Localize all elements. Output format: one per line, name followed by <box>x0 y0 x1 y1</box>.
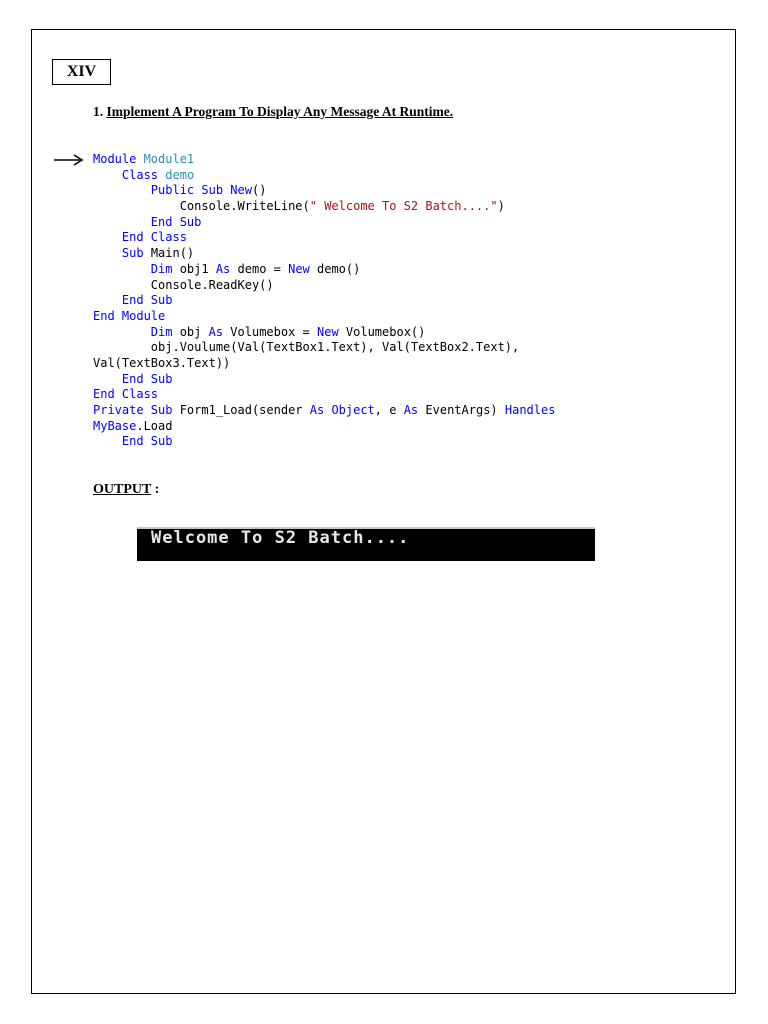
heading-title: Implement A Program To Display Any Message At Runtime. <box>106 104 454 119</box>
code-token: End Sub <box>121 434 173 449</box>
code-line <box>93 278 555 294</box>
code-token: Handles <box>504 403 556 417</box>
code-token: As <box>403 403 426 417</box>
code-token: Sub <box>150 403 180 417</box>
code-token: End Sub <box>121 371 173 386</box>
code-token: Dim <box>150 324 180 339</box>
code-token: Console.ReadKey() <box>93 277 274 292</box>
code-token: As <box>309 403 332 417</box>
code-line <box>93 246 555 262</box>
arrow-right-icon <box>53 153 85 167</box>
code-token: () <box>251 183 267 198</box>
code-token: demo = <box>237 261 289 276</box>
code-token: Private <box>93 403 151 417</box>
output-label <box>93 482 159 498</box>
code-token: As <box>208 324 231 339</box>
code-token: New <box>317 324 346 339</box>
chapter-badge: XIV <box>52 59 111 85</box>
code-line <box>93 403 555 419</box>
code-line <box>93 419 555 435</box>
code-token: Dim <box>150 261 180 276</box>
code-token: ) <box>497 199 505 214</box>
code-line <box>93 262 555 278</box>
code-token: New <box>288 261 317 276</box>
code-line <box>93 183 555 199</box>
code-token <box>93 215 151 229</box>
code-line <box>93 199 555 215</box>
code-token: Val(TextBox3.Text)) <box>93 355 231 370</box>
code-token: End Sub <box>150 214 202 229</box>
code-token: obj1 <box>179 261 216 276</box>
code-token: Object <box>331 403 375 417</box>
code-line <box>93 340 555 356</box>
code-token: .Load <box>136 418 173 433</box>
code-token: End Class <box>93 387 159 402</box>
code-token <box>93 434 122 448</box>
code-token <box>93 325 151 339</box>
program-heading <box>93 104 453 120</box>
code-token <box>93 293 122 307</box>
code-token: End Sub <box>121 293 173 308</box>
code-token: Module1 <box>143 152 195 166</box>
code-line <box>93 152 555 168</box>
code-token: , e <box>374 403 404 417</box>
code-token: Sub <box>201 183 231 198</box>
code-token: obj <box>179 324 209 339</box>
code-token: End Class <box>121 230 187 245</box>
code-line <box>93 168 555 184</box>
code-token: demo() <box>317 261 361 276</box>
code-token <box>93 183 151 197</box>
code-line <box>93 387 555 403</box>
heading-number: 1. <box>93 104 104 119</box>
output-label-suffix: : <box>151 482 160 497</box>
code-token: Volumebox() <box>345 324 426 339</box>
code-line <box>93 325 555 341</box>
code-line <box>93 309 555 325</box>
output-label-word: OUTPUT <box>93 482 152 497</box>
code-token: " Welcome To S2 Batch...." <box>309 199 498 214</box>
code-token: As <box>215 261 238 276</box>
code-block <box>93 152 555 450</box>
code-token <box>93 262 151 276</box>
code-token: Form1_Load(sender <box>179 403 310 417</box>
code-token: Volumebox = <box>230 324 317 339</box>
console-output <box>137 527 595 561</box>
code-token <box>93 168 122 182</box>
code-token: Public <box>150 183 202 198</box>
code-line <box>93 215 555 231</box>
code-line <box>93 372 555 388</box>
code-token: New <box>230 183 252 198</box>
code-token <box>93 372 122 386</box>
code-line <box>93 293 555 309</box>
code-token: Module <box>93 152 144 166</box>
code-token: Sub <box>121 246 151 261</box>
code-line <box>93 230 555 246</box>
console-output-text: Welcome To S2 Batch.... <box>151 528 410 548</box>
code-token: EventArgs) <box>425 403 505 417</box>
code-token: obj.Voulume(Val(TextBox1.Text), Val(TextBox2.Text), <box>93 340 520 355</box>
code-token <box>93 230 122 244</box>
code-token: Main() <box>150 246 195 261</box>
code-token: End Module <box>93 308 166 323</box>
code-token <box>93 246 122 260</box>
code-line <box>93 356 555 372</box>
code-token: demo <box>165 167 195 182</box>
code-token: Console.WriteLine( <box>93 199 310 214</box>
code-token: Class <box>121 167 166 182</box>
code-token: MyBase <box>93 418 137 433</box>
code-line <box>93 434 555 450</box>
